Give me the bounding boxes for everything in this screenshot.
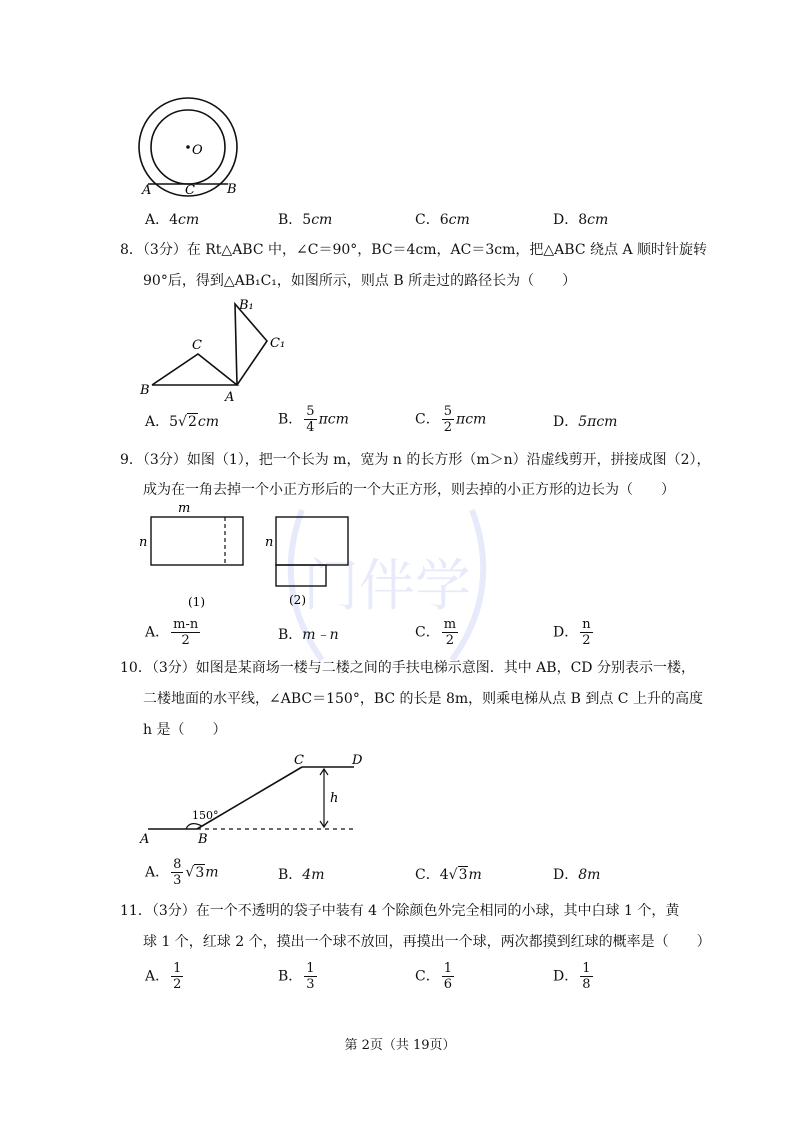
q9-option-a: A． $\frac{m-n}{2}$ (145, 617, 199, 648)
q10-label-c: C (294, 753, 304, 768)
q11-question-line1: 11．（3分）在一个不透明的袋子中装有 4 个除颜色外完全相同的小球，其中白球 1 个，黄 (120, 903, 680, 919)
q7-option-d: D．8cm (553, 212, 609, 228)
watermark-text: 门伴学 (303, 554, 471, 619)
q9-question-line2: 成为在一角去掉一个小正方形后的一个大正方形，则去掉的小正方形的边长为（ ） (143, 482, 675, 498)
q7-label-c: C (185, 183, 195, 198)
q7-figure (134, 95, 246, 199)
q9-caption-1: (1) (188, 595, 205, 609)
q11-question-line2: 球 1 个，红球 2 个，摸出一个球不放回，再摸出一个球，两次都摸到红球的概率是（ ） (143, 934, 711, 950)
q8-option-b: B． $\frac{5}{4}$ πcm (278, 404, 349, 435)
q8-label-c: C (192, 338, 202, 353)
q8-question-line1: 8．（3分）在 Rt△ABC 中，∠C＝90°，BC＝4cm，AC＝3cm，把△ABC 绕点 A 顺时针旋转 (120, 242, 708, 258)
q8-option-c: C． $\frac{5}{2}$ πcm (415, 404, 487, 435)
q11-option-c: C． $\frac{1}{6}$ (415, 961, 452, 992)
q7-label-b: B (227, 182, 237, 197)
q9-label-n1: n (139, 535, 148, 550)
q7-option-c: C．6cm (415, 212, 470, 228)
q9-figure (134, 498, 374, 613)
q11-option-b: B． $\frac{1}{3}$ (278, 961, 315, 992)
q8-triangle-ab1c1 (235, 304, 267, 385)
q10-label-h: h (330, 791, 339, 806)
q10-label-angle: 150° (192, 809, 219, 822)
q10-option-a: A． $\frac{8}{3}$ √3m (145, 857, 219, 888)
q9-small-rect (276, 565, 326, 586)
q8-label-b: B (140, 383, 150, 398)
q11-option-a: A． $\frac{1}{2}$ (145, 961, 182, 992)
q8-label-c1: C₁ (270, 336, 286, 351)
q10-option-c: C．4√3m (415, 867, 482, 883)
q7-label-o: O (192, 143, 203, 158)
q8-triangle-abc (152, 354, 237, 385)
q7-label-a: A (142, 183, 152, 198)
q10-option-b: B．4m (278, 867, 325, 883)
q8-label-a: A (225, 390, 235, 402)
q7-center-dot (186, 145, 190, 149)
q8-label-b1: B₁ (239, 298, 254, 313)
q9-label-n2: n (265, 535, 274, 550)
q7-option-a: A．4cm (145, 212, 200, 228)
q8-figure (134, 297, 294, 402)
q9-large-rect (276, 517, 348, 565)
page-footer: 第 2页（共 19页） (344, 1038, 456, 1053)
q9-caption-2: (2) (289, 593, 306, 607)
q7-option-b: B．5cm (278, 212, 333, 228)
q9-option-b: B．m﹣n (278, 627, 339, 643)
q11-option-d: D． $\frac{1}{8}$ (553, 961, 591, 992)
q10-question-line1: 10．（3分）如图是某商场一楼与二楼之间的手扶电梯示意图．其中 AB，CD 分别表示一楼， (120, 660, 695, 676)
q10-label-a: A (140, 832, 150, 847)
q10-question-line3: h 是（ ） (143, 722, 227, 738)
q8-question-line2: 90°后，得到△AB₁C₁，如图所示，则点 B 所走过的路径长为（ ） (143, 273, 577, 289)
q10-label-b: B (198, 832, 208, 847)
q10-question-line2: 二楼地面的水平线，∠ABC＝150°，BC 的长是 8m，则乘电梯从点 B 到点 C 上升的高度 (143, 691, 703, 707)
q10-label-d: D (352, 753, 363, 768)
q9-question-line1: 9．（3分）如图（1），把一个长为 m，宽为 n 的长方形（m＞n）沿虚线剪开，拼接成图（2）， (120, 452, 711, 468)
q9-option-d: D． $\frac{n}{2}$ (553, 617, 591, 648)
q10-option-d: D．8m (553, 867, 601, 883)
q9-option-c: C． $\frac{m}{2}$ (415, 617, 457, 648)
q10-figure (134, 750, 374, 850)
q9-rectangle-1 (151, 517, 243, 565)
q8-option-d: D．5πcm (553, 414, 618, 430)
q9-label-m: m (178, 501, 191, 516)
q8-option-a: A．5√2cm (145, 414, 220, 430)
